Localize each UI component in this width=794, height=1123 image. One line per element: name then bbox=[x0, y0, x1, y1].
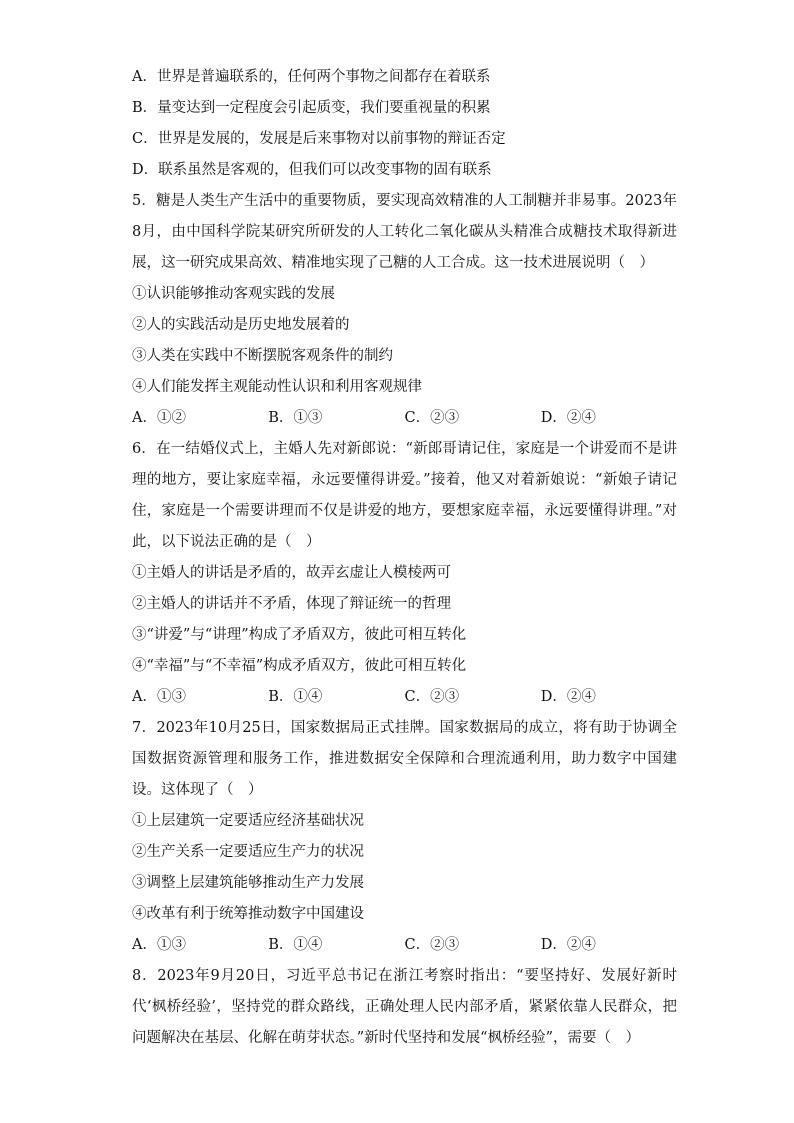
q5-statement-3: ③人类在实践中不断摆脱客观条件的制约 bbox=[132, 348, 393, 364]
q4-option-a: A．世界是普遍联系的，任何两个事物之间都存在着联系 bbox=[132, 69, 491, 85]
q7-choice-d: D．②④ bbox=[540, 937, 596, 953]
page-content bbox=[132, 62, 677, 1054]
q5-statement-2: ②人的实践活动是历史地发展着的 bbox=[132, 317, 350, 333]
q6-choice-c: C．②③ bbox=[404, 689, 460, 705]
q4-option-d: D．联系虽然是客观的，但我们可以改变事物的固有联系 bbox=[132, 162, 492, 178]
q7-choice-b: B．①④ bbox=[268, 937, 323, 953]
q6-stem: 6．在一结婚仪式上，主婚人先对新郎说：“新郎哥请记住，家庭是一个讲爱而不是讲理的地方，要让家庭幸福，永远要懂得讲爱。”接着，他又对着新娘说：“新娘子请记住，家庭是一个需要讲理而不仅是讲爱的地方，要想家庭幸福，永远要懂得讲理。”对此，以下说法正确的是（ ） bbox=[132, 441, 677, 550]
q6-choice-d: D．②④ bbox=[540, 689, 596, 705]
q7-stem: 7．2023年10月25日，国家数据局正式挂牌。国家数据局的成立，将有助于协调全国数据资源管理和服务工作，推进数据安全保障和合理流通利用，助力数字中国建设。这体现了（ ） bbox=[132, 720, 677, 798]
q7-choice-c: C．②③ bbox=[404, 937, 460, 953]
q6-choice-a: A．①③ bbox=[132, 689, 186, 705]
q5-choice-a: A．①② bbox=[132, 410, 186, 426]
q7-statement-2: ②生产关系一定要适应生产力的状况 bbox=[132, 844, 364, 860]
q7-statement-1: ①上层建筑一定要适应经济基础状况 bbox=[132, 813, 364, 829]
q5-stem: 5．糖是人类生产生活中的重要物质，要实现高效精准的人工制糖并非易事。2023年8月，由中国科学院某研究所研发的人工转化二氧化碳从头精准合成糖技术取得新进展，这一研究成果高效、精准地实现了己糖的人工合成。这一技术进展说明（ ） bbox=[132, 193, 677, 271]
q6-choice-b: B．①④ bbox=[268, 689, 323, 705]
q4-option-c: C．世界是发展的，发展是后来事物对以前事物的辩证否定 bbox=[132, 131, 506, 147]
q4-option-b: B．量变达到一定程度会引起质变，我们要重视量的积累 bbox=[132, 100, 491, 116]
q6-choices bbox=[132, 682, 677, 713]
q7-choice-a: A．①③ bbox=[132, 937, 186, 953]
q5-statement-4: ④人们能发挥主观能动性认识和利用客观规律 bbox=[132, 379, 422, 395]
q7-statement-4: ④改革有利于统筹推动数字中国建设 bbox=[132, 906, 364, 922]
q7-statement-3: ③调整上层建筑能够推动生产力发展 bbox=[132, 875, 364, 891]
q5-choice-d: D．②④ bbox=[540, 410, 596, 426]
q5-statement-1: ①认识能够推动客观实践的发展 bbox=[132, 286, 335, 302]
q6-statement-1: ①主婚人的讲话是矛盾的，故弄玄虚让人模棱两可 bbox=[132, 565, 451, 581]
q5-choices bbox=[132, 403, 677, 434]
q6-statement-2: ②主婚人的讲话并不矛盾，体现了辩证统一的哲理 bbox=[132, 596, 451, 612]
q6-statement-3: ③“讲爱”与“讲理”构成了矛盾双方，彼此可相互转化 bbox=[132, 627, 467, 643]
q6-statement-4: ④“幸福”与“不幸福”构成矛盾双方，彼此可相互转化 bbox=[132, 658, 467, 674]
q8-stem: 8．2023年9月20日，习近平总书记在浙江考察时指出：“要坚持好、发展好新时代‘枫桥经验’，坚持党的群众路线，正确处理人民内部矛盾，紧紧依靠人民群众，把问题解决在基层、化解在萌芽状态。”新时代坚持和发展“枫桥经验”，需要（ ） bbox=[132, 968, 677, 1046]
q7-choices bbox=[132, 930, 677, 961]
q5-choice-c: C．②③ bbox=[404, 410, 460, 426]
q5-choice-b: B．①③ bbox=[268, 410, 323, 426]
